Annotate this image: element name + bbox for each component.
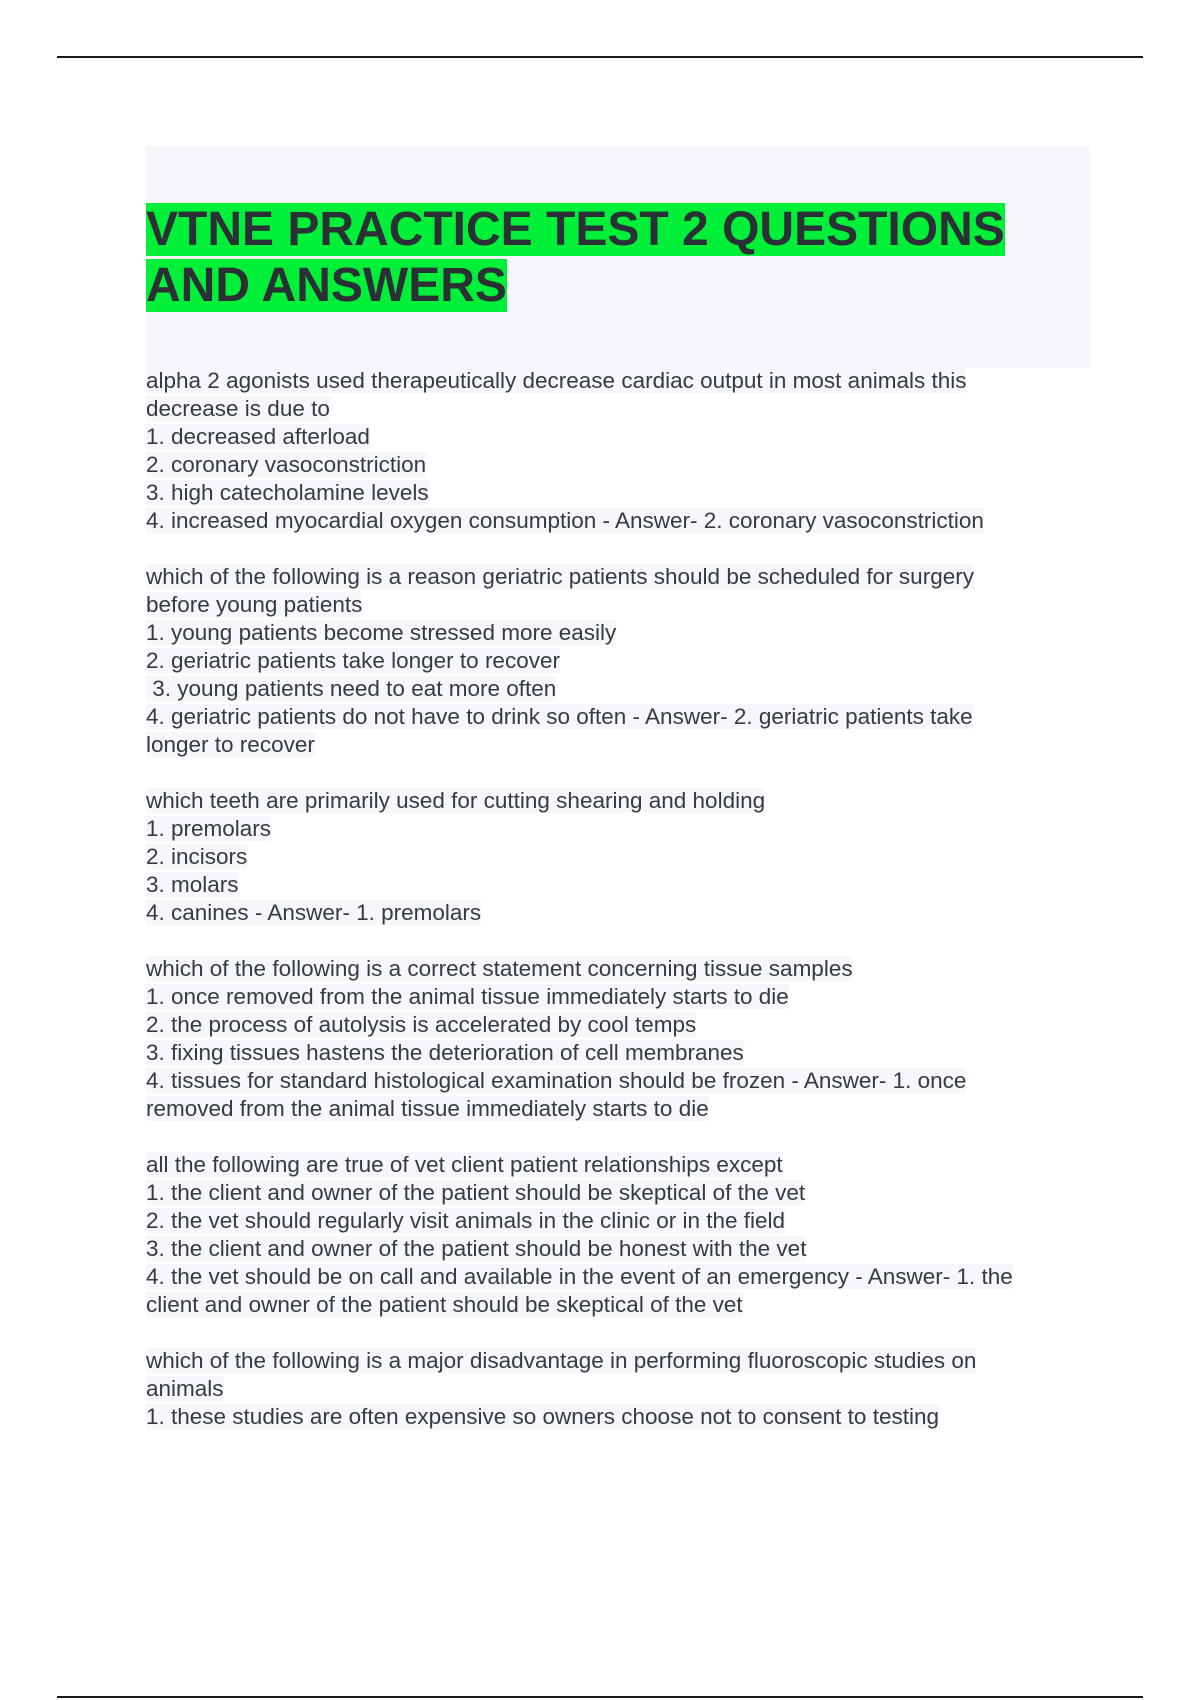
question-item xyxy=(146,563,1090,759)
top-rule xyxy=(57,56,1143,58)
answer-option: 3. young patients need to eat more often xyxy=(146,676,557,701)
question-text: alpha 2 agonists used therapeutically decrease cardiac output in most animals this xyxy=(146,368,967,393)
question-list xyxy=(146,367,1090,1459)
answer-option: 3. the client and owner of the patient should be honest with the vet xyxy=(146,1236,807,1261)
question-item xyxy=(146,955,1090,1123)
answer-option: 1. these studies are often expensive so owners choose not to consent to testing xyxy=(146,1404,939,1429)
question-item xyxy=(146,367,1090,535)
answer-option-with-answer: 4. the vet should be on call and available in the event of an emergency - Answer- 1. the xyxy=(146,1264,1013,1289)
answer-option: 2. geriatric patients take longer to recover xyxy=(146,648,560,673)
answer-option: 2. incisors xyxy=(146,844,248,869)
question-text: which teeth are primarily used for cutting shearing and holding xyxy=(146,788,766,813)
question-text: all the following are true of vet client patient relationships except xyxy=(146,1152,783,1177)
answer-option: 1. premolars xyxy=(146,816,272,841)
answer-option: 3. fixing tissues hastens the deterioration of cell membranes xyxy=(146,1040,744,1065)
answer-option: 2. coronary vasoconstriction xyxy=(146,452,427,477)
answer-option: 3. molars xyxy=(146,872,239,897)
answer-option-with-answer: 4. canines - Answer- 1. premolars xyxy=(146,900,482,925)
question-item xyxy=(146,787,1090,927)
answer-option: 2. the vet should regularly visit animals in the clinic or in the field xyxy=(146,1208,786,1233)
question-item xyxy=(146,1151,1090,1319)
question-item xyxy=(146,1347,1090,1431)
question-text: before young patients xyxy=(146,592,363,617)
answer-option: 1. once removed from the animal tissue immediately starts to die xyxy=(146,984,789,1009)
answer-option-with-answer: 4. increased myocardial oxygen consumption - Answer- 2. coronary vasoconstriction xyxy=(146,508,984,533)
bottom-rule xyxy=(57,1696,1143,1698)
answer-option: 1. the client and owner of the patient should be skeptical of the vet xyxy=(146,1180,806,1205)
question-text: which of the following is a reason geriatric patients should be scheduled for surgery xyxy=(146,564,974,589)
question-text: which of the following is a major disadvantage in performing fluoroscopic studies on xyxy=(146,1348,977,1373)
answer-option-with-answer: 4. geriatric patients do not have to drink so often - Answer- 2. geriatric patients take xyxy=(146,704,973,729)
answer-option: 1. decreased afterload xyxy=(146,424,370,449)
answer-option: 1. young patients become stressed more easily xyxy=(146,620,617,645)
question-text: which of the following is a correct statement concerning tissue samples xyxy=(146,956,853,981)
answer-text: removed from the animal tissue immediately starts to die xyxy=(146,1096,709,1121)
question-text: decrease is due to xyxy=(146,396,330,421)
title-line-1: VTNE PRACTICE TEST 2 QUESTIONS xyxy=(146,203,1005,256)
answer-option: 2. the process of autolysis is accelerated by cool temps xyxy=(146,1012,697,1037)
answer-text: longer to recover xyxy=(146,732,315,757)
answer-text: client and owner of the patient should be skeptical of the vet xyxy=(146,1292,743,1317)
document-title xyxy=(146,202,1046,314)
answer-option: 3. high catecholamine levels xyxy=(146,480,429,505)
question-text: animals xyxy=(146,1376,224,1401)
answer-option-with-answer: 4. tissues for standard histological examination should be frozen - Answer- 1. once xyxy=(146,1068,967,1093)
title-line-2: AND ANSWERS xyxy=(146,259,507,312)
title-block xyxy=(146,146,1090,368)
